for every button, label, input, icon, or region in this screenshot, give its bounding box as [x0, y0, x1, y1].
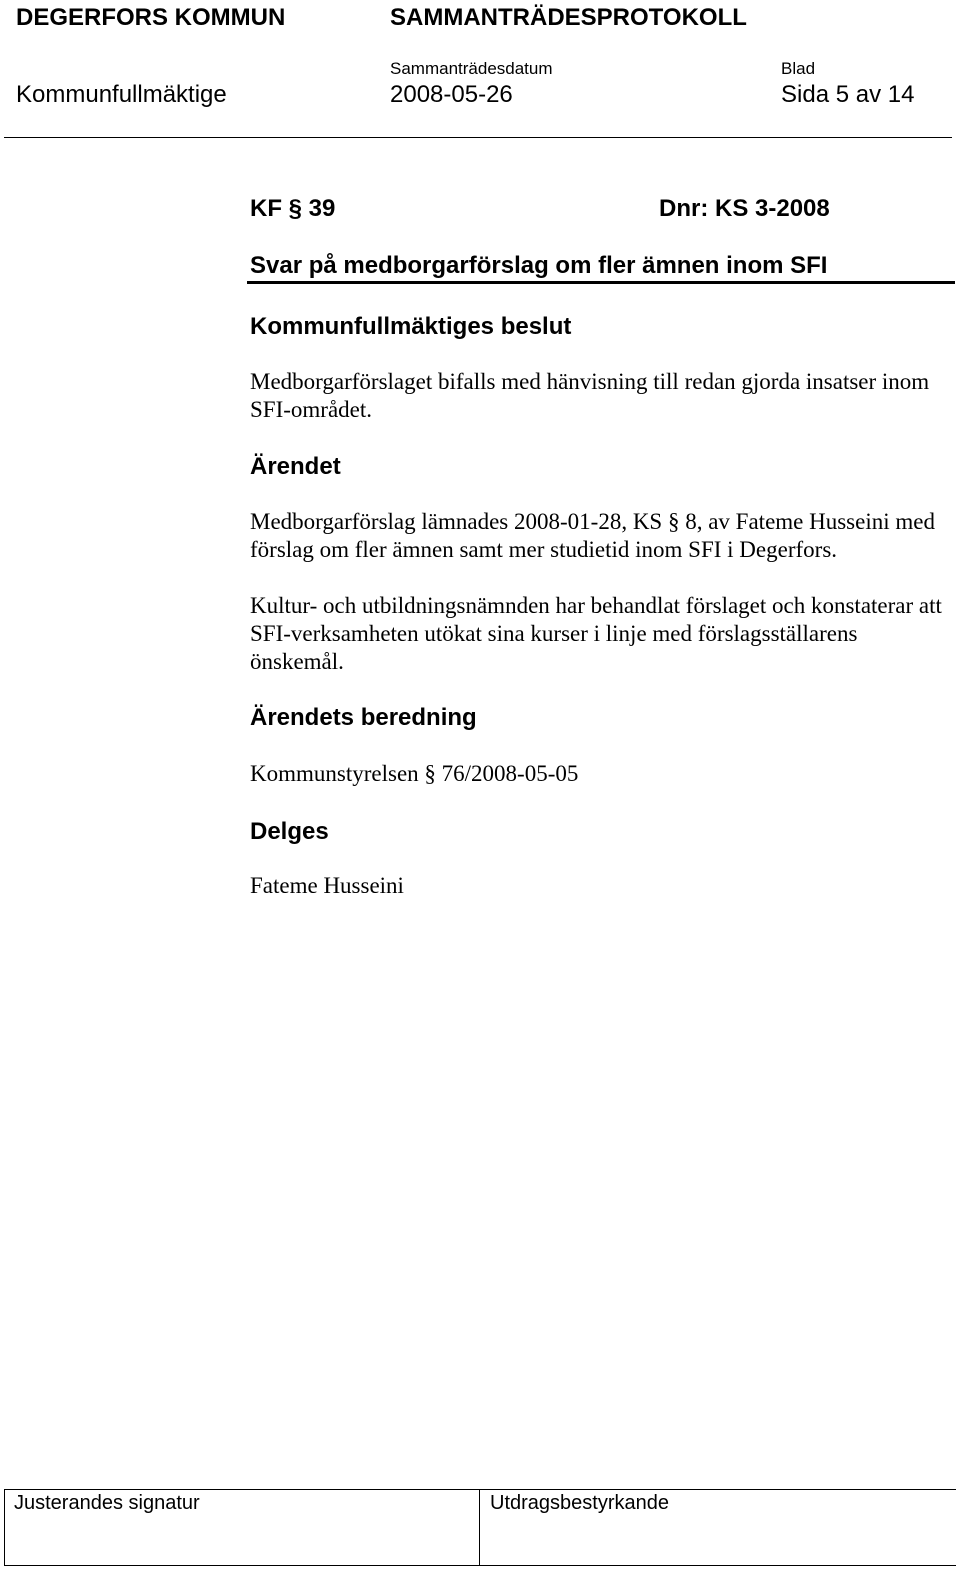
matter-heading: Ärendet — [250, 453, 341, 480]
diary-number: Dnr: KS 3-2008 — [659, 195, 830, 222]
page-label: Blad — [781, 59, 816, 78]
page-number: Sida 5 av 14 — [781, 81, 915, 108]
matter-text-1: Medborgarförslag lämnades 2008-01-28, KS § 8, av Fateme Husseini med förslag om fler ämnen samt mer studietid inom SFI i Degerfors. — [250, 509, 935, 562]
decision-heading: Kommunfullmäktiges beslut — [250, 313, 572, 340]
certification-label: Utdragsbestyrkande — [490, 1492, 669, 1514]
preparation-text: Kommunstyrelsen § 76/2008-05-05 — [250, 761, 579, 786]
signature-label: Justerandes signatur — [14, 1492, 200, 1514]
organization-name: DEGERFORS KOMMUN — [16, 4, 286, 31]
distribution-heading: Delges — [250, 818, 329, 845]
matter-text-2: Kultur- och utbildningsnämnden har behandlat förslaget och konstaterar att SFI-verksamheten utökat sina kurser i linje med förslagsställarens önskemål. — [250, 593, 942, 674]
body-name: Kommunfullmäktige — [16, 81, 227, 108]
decision-text: Medborgarförslaget bifalls med hänvisning till redan gjorda insatser inom SFI-området. — [250, 369, 930, 422]
footer-divider — [479, 1489, 480, 1565]
item-subject: Svar på medborgarförslag om fler ämnen inom SFI — [250, 252, 828, 279]
preparation-heading: Ärendets beredning — [250, 704, 477, 731]
header-divider — [4, 137, 952, 138]
document-type: SAMMANTRÄDESPROTOKOLL — [390, 4, 747, 31]
meeting-date-label: Sammanträdesdatum — [390, 59, 553, 78]
meeting-date: 2008-05-26 — [390, 81, 513, 108]
paragraph-number: KF § 39 — [250, 195, 336, 222]
distribution-text: Fateme Husseini — [250, 873, 404, 898]
subject-underline — [247, 281, 955, 284]
